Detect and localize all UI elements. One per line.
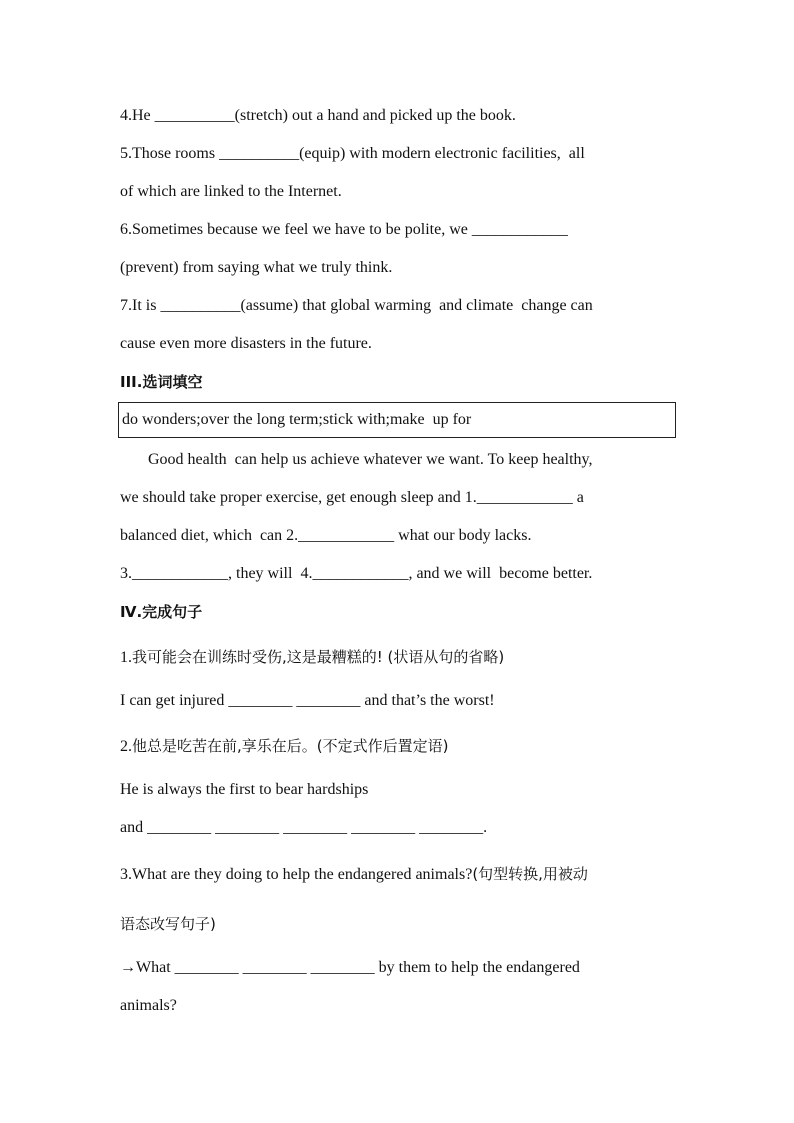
sentence-2-answer-line-2: and ________ ________ ________ ________ ________.	[120, 819, 488, 836]
sentence-1-number: 1.	[120, 649, 132, 666]
sentence-1-chinese: 我可能会在训练时受伤,这是最糟糕的! (状语从句的省略)	[132, 648, 505, 666]
item-6-line-1: 6.Sometimes because we feel we have to be polite, we ____________	[120, 221, 568, 238]
sentence-3-answer-line-2: animals?	[120, 997, 177, 1014]
item-6-line-2: (prevent) from saying what we truly think.	[120, 259, 393, 276]
sentence-2-answer-line-1: He is always the first to bear hardships	[120, 781, 369, 798]
word-bank-box	[118, 402, 676, 438]
word-bank-text: do wonders;over the long term;stick with;make up for	[122, 411, 472, 428]
item-5-line-2: of which are linked to the Internet.	[120, 183, 342, 200]
sentence-1-prompt	[120, 647, 504, 668]
sentence-2-number: 2.	[120, 738, 132, 755]
passage-line-1: Good health can help us achieve whatever we want. To keep healthy,	[120, 451, 593, 468]
sentence-3-prompt-cont: 语态改写句子)	[120, 915, 216, 933]
sentence-2-prompt	[120, 736, 448, 757]
section-4-heading: Ⅳ.完成句子	[120, 603, 203, 621]
sentence-1-answer: I can get injured ________ ________ and that’s the worst!	[120, 692, 495, 709]
item-7-line-1: 7.It is __________(assume) that global warming and climate change can	[120, 297, 593, 314]
sentence-3-prompt	[120, 864, 588, 885]
sentence-2-chinese: 他总是吃苦在前,享乐在后。(不定式作后置定语)	[132, 737, 449, 755]
item-5-line-1: 5.Those rooms __________(equip) with modern electronic facilities, all	[120, 145, 585, 162]
sentence-3-answer-line-1: →What ________ ________ ________ by them to help the endangered	[120, 959, 580, 976]
item-7-line-2: cause even more disasters in the future.	[120, 335, 372, 352]
passage-line-4: 3.____________, they will 4.____________, and we will become better.	[120, 565, 593, 582]
section-3-heading: III.选词填空	[120, 373, 203, 391]
sentence-3-chinese: (句型转换,用被动	[472, 865, 588, 883]
item-4-line: 4.He __________(stretch) out a hand and picked up the book.	[120, 107, 516, 124]
passage-line-3: balanced diet, which can 2.____________ what our body lacks.	[120, 527, 532, 544]
passage-line-2: we should take proper exercise, get enough sleep and 1.____________ a	[120, 489, 584, 506]
sentence-3-english: 3.What are they doing to help the endangered animals?	[120, 866, 473, 883]
